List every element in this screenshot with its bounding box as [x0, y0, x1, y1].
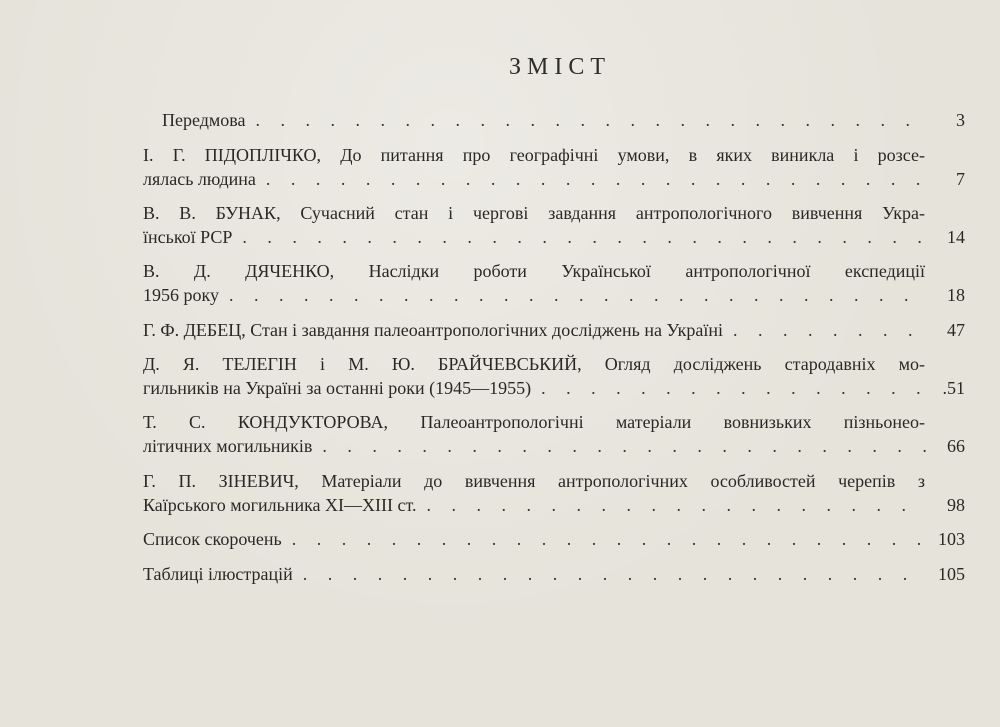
toc-line [143, 259, 965, 283]
toc-entry-title-cont: 1956 року [143, 285, 219, 305]
toc-line [143, 283, 965, 307]
toc-entry-title: Передмова [162, 110, 246, 130]
toc-line [143, 108, 965, 132]
toc-entry-pidoplichko [143, 143, 965, 191]
toc-line [143, 562, 965, 586]
toc-entry-debets [143, 318, 965, 342]
toc-line [143, 167, 965, 191]
toc-line [143, 527, 965, 551]
toc-entry-title: В. Д. ДЯЧЕНКО, Наслідки роботи Української антропологічної експедиції [143, 261, 925, 281]
toc-entry-preface [143, 108, 965, 132]
toc-page-number: 14 [947, 227, 965, 247]
table-of-contents [143, 108, 965, 586]
toc-line [143, 201, 965, 225]
toc-entry-title: В. В. БУНАК, Сучасний стан і чергові завдання антропологічного вивчення Укра- [143, 203, 925, 223]
toc-page-number: 7 [956, 169, 965, 189]
toc-entry-dyachenko [143, 259, 965, 307]
toc-entry-title-cont: лялась людина [143, 169, 256, 189]
dot-leader [723, 318, 927, 342]
toc-entry-title-cont: Каїрського могильника XI—XIII ст. [143, 495, 417, 515]
toc-entry-title-cont: гильників на Україні за останні роки (1945—1955) [143, 378, 532, 398]
toc-line [143, 318, 965, 342]
toc-entry-illustrations [143, 562, 965, 586]
toc-entry-bunak [143, 201, 965, 249]
dot-leader [531, 376, 927, 400]
toc-entry-konduktorova [143, 410, 965, 458]
toc-line [143, 143, 965, 167]
toc-line [143, 410, 965, 434]
toc-page-number: 3 [956, 110, 965, 130]
toc-entry-title: Д. Я. ТЕЛЕГІН і М. Ю. БРАЙЧЕВСЬКИЙ, Огляд досліджень стародавніх мо- [143, 354, 925, 374]
dot-leader [219, 283, 927, 307]
dot-leader [232, 225, 927, 249]
toc-line [143, 469, 965, 493]
toc-page-number: 66 [947, 436, 965, 456]
toc-entry-title: І. Г. ПІДОПЛІЧКО, До питання про географічні умови, в яких виникла і розсе- [143, 145, 925, 165]
toc-line [143, 225, 965, 249]
toc-page-number: .51 [942, 378, 965, 398]
toc-entry-title: Т. С. КОНДУКТОРОВА, Палеоантропологічні матеріали вовнизьких пізньонео- [143, 412, 925, 432]
toc-line [143, 493, 965, 517]
page-title: ЗМІСТ [508, 54, 612, 80]
toc-line [143, 352, 965, 376]
toc-entry-abbreviations [143, 527, 965, 551]
toc-page-number: 18 [947, 285, 965, 305]
dot-leader [312, 434, 927, 458]
dot-leader [246, 108, 927, 132]
dot-leader [256, 167, 927, 191]
toc-page-number: 105 [938, 564, 965, 584]
toc-line [143, 376, 965, 400]
toc-entry-title-cont: їнської РСР [143, 227, 233, 247]
toc-entry-title: Г. П. ЗІНЕВИЧ, Матеріали до вивчення антропологічних особливостей черепів з [143, 471, 925, 491]
toc-entry-telegin [143, 352, 965, 400]
toc-entry-title: Список скорочень [143, 529, 282, 549]
toc-page-number: 103 [938, 529, 965, 549]
toc-page-number: 47 [947, 320, 965, 340]
dot-leader [417, 493, 927, 517]
toc-entry-zinevych [143, 469, 965, 517]
toc-page-number: 98 [947, 495, 965, 515]
toc-entry-title: Г. Ф. ДЕБЕЦ, Стан і завдання палеоантропологічних досліджень на Україні [143, 320, 723, 340]
toc-entry-title-cont: літичних могильників [143, 436, 313, 456]
dot-leader [293, 562, 927, 586]
dot-leader [282, 527, 927, 551]
toc-entry-title: Таблиці ілюстрацій [143, 564, 293, 584]
toc-line [143, 434, 965, 458]
